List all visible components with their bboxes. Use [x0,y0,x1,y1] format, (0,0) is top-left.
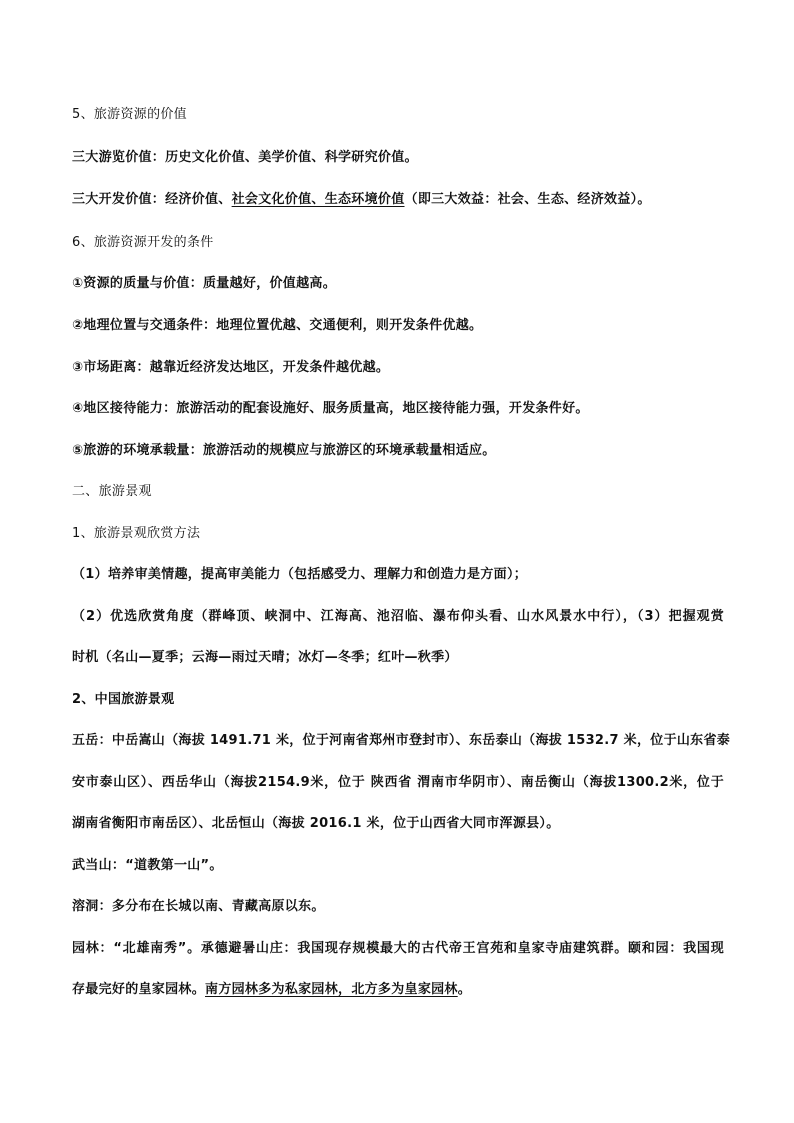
wuyue-line-1: 五岳：中岳嵩山（海拔 1491.71 米，位于河南省郑州市登封市）、东岳泰山（海拔 1532.7 米，位于山东省泰 [72,733,731,748]
wuyue-line-3: 湖南省衡阳市南岳区）、北岳恒山（海拔 2016.1 米，位于山西省大同市浑源县）。 [72,816,560,831]
appreciation-line-2: （2）优选欣赏角度（群峰顶、峡洞中、江海高、池沼临、瀑布仰头看、山水风景水中行），（3）把握观赏 [72,609,724,624]
part-2-heading: 二、旅游景观 [72,484,152,499]
gardens-line-2-tail: 。 [457,982,472,997]
wuyue-line-2: 安市泰山区）、西岳华山（海拔2154.9米，位于 陕西省 渭南市华阴市）、南岳衡山（海拔1300.2米，位于 [72,775,724,790]
condition-item-1: ①资源的质量与价值：质量越好，价值越高。 [72,276,337,291]
development-values-underlined: 社会文化价值、生态环境价值 [231,192,405,207]
section-5-heading: 5、旅游资源的价值 [72,107,187,122]
karst-cave-line: 溶洞：多分布在长城以南、青藏高原以东。 [72,899,325,914]
development-values-tail: （即三大效益：社会、生态、经济效益）。 [404,192,651,207]
gardens-line-2-lead: 存最完好的皇家园林。 [72,982,206,997]
wudang-line: 武当山：“道教第一山”。 [72,858,223,873]
development-values-lead: 三大开发价值：经济价值、 [72,192,232,207]
appreciation-line-3: 时机（名山—夏季；云海—雨过天晴；冰灯—冬季；红叶—秋季） [72,650,458,665]
condition-item-5: ⑤旅游的环境承载量：旅游活动的规模应与旅游区的环境承载量相适应。 [72,443,496,458]
development-values-line [72,192,724,208]
section-6-heading: 6、旅游资源开发的条件 [72,235,214,250]
gardens-line-1: 园林：“北雄南秀”。承德避暑山庄：我国现存规模最大的古代帝王宫苑和皇家寺庙建筑群。颐和园：我国现 [72,941,724,956]
tour-values-line: 三大游览价值：历史文化价值、美学价值、科学研究价值。 [72,150,418,165]
gardens-line-2-underlined: 南方园林多为私家园林，北方多为皇家园林 [205,982,458,997]
appreciation-line-1: （1）培养审美情趣，提高审美能力（包括感受力、理解力和创造力是方面）； [72,567,528,582]
condition-item-4: ④地区接待能力：旅游活动的配套设施好、服务质量高，地区接待能力强，开发条件好。 [72,401,589,416]
condition-item-3: ③市场距离：越靠近经济发达地区，开发条件越优越。 [72,360,390,375]
condition-item-2: ②地理位置与交通条件：地理位置优越、交通便利，则开发条件优越。 [72,318,483,333]
china-landscape-heading: 2、中国旅游景观 [72,692,175,707]
appreciation-heading: 1、旅游景观欣赏方法 [72,526,201,541]
gardens-line-2 [72,982,724,998]
